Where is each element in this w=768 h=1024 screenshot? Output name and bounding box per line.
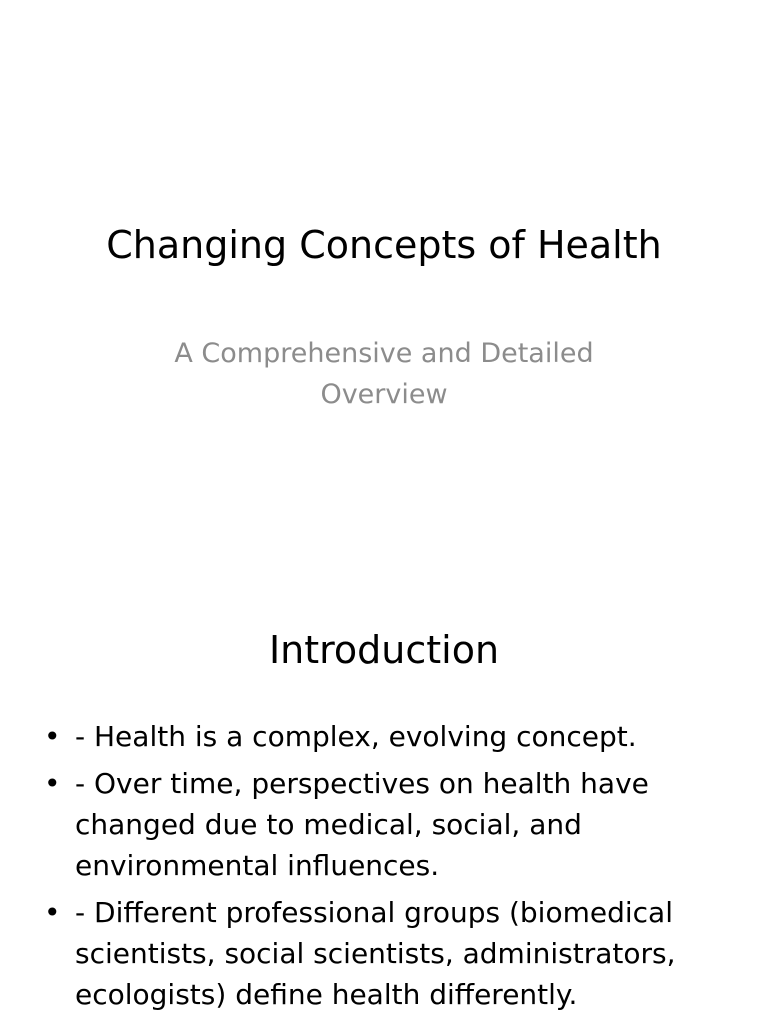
- bullet-icon: •: [44, 767, 61, 800]
- slide-title: Changing Concepts of Health: [106, 223, 662, 267]
- bullet-text: - Different professional groups (biomedical scientists, social scientists, administrators, ecologists) define health differently.: [75, 896, 676, 1011]
- bullet-list: [44, 716, 734, 1021]
- list-item: [44, 763, 734, 886]
- slide-subtitle: A Comprehensive and Detailed Overview: [174, 338, 594, 410]
- introduction-heading: Introduction: [268, 628, 500, 672]
- list-item: [44, 716, 734, 757]
- bullet-icon: •: [44, 720, 61, 753]
- list-item: [44, 892, 734, 1015]
- bullet-icon: •: [44, 896, 61, 929]
- bullet-text: - Over time, perspectives on health have changed due to medical, social, and environmental influences.: [75, 767, 649, 882]
- bullet-text: - Health is a complex, evolving concept.: [75, 720, 637, 753]
